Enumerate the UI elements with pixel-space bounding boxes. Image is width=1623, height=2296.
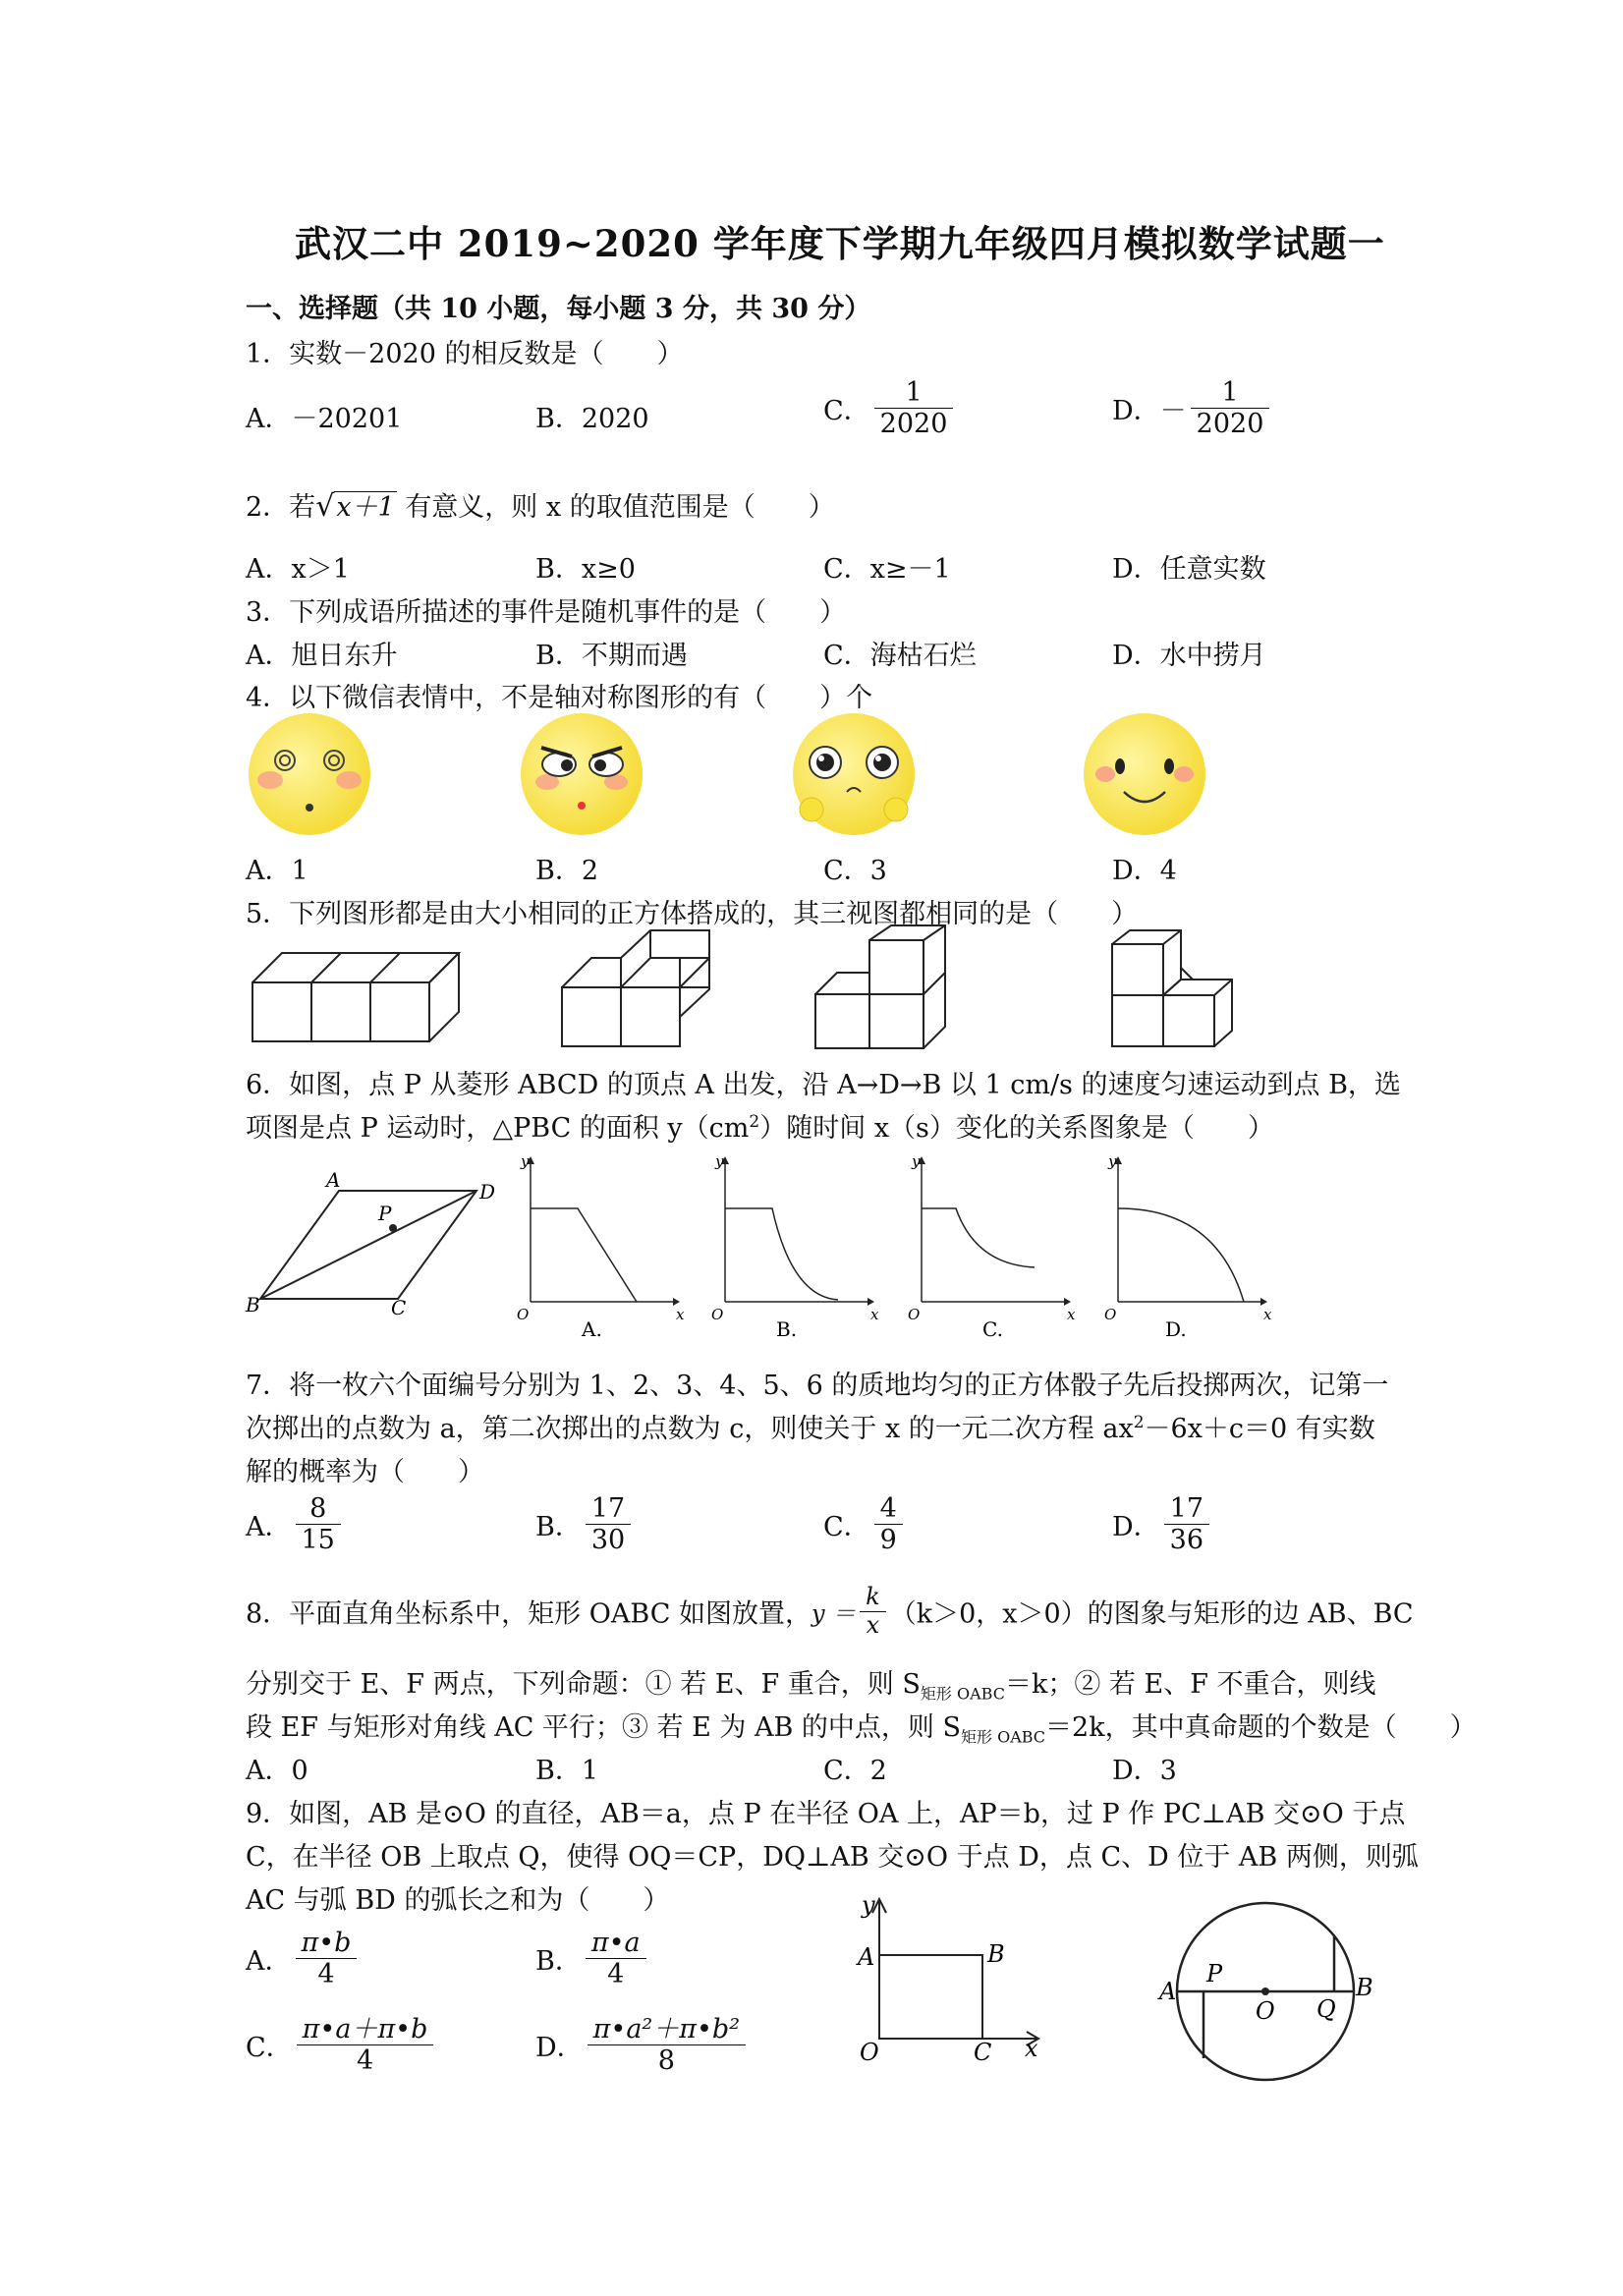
question-7-line-3: 解的概率为（ ） [246, 1457, 484, 1487]
emoji-squint-icon [518, 713, 645, 836]
graph-option-c [902, 1152, 1076, 1341]
rhombus-figure [246, 1168, 501, 1319]
q1-option-d: D．－ $\frac{1}{2020}$ [1112, 377, 1273, 439]
svg-text:x: x [1067, 1306, 1076, 1323]
label-b: B [246, 1293, 260, 1316]
svg-text:x: x [676, 1306, 685, 1323]
emoji-starry-eyes-icon [790, 713, 918, 836]
q4-option-a: A．1 [246, 856, 308, 886]
q1-option-b: B．2020 [535, 404, 649, 434]
question-9-line-2: C，在半径 OB 上取点 Q，使得 OQ＝CP，DQ⊥AB 交⊙O 于点 D，点 C、D 位于 AB 两侧，则弧 [246, 1842, 1419, 1873]
q3-option-d: D．水中捞月 [1112, 641, 1266, 671]
q4-option-c: C．3 [823, 856, 887, 886]
q7-option-a: A． $\frac{8}{15}$ [246, 1493, 345, 1555]
q9-option-c: C． $\frac{\pi•a+\pi•b}{4}$ [246, 2014, 437, 2076]
q2-option-a: A．x＞1 [246, 554, 350, 585]
q7-option-b: B． $\frac{17}{30}$ [535, 1493, 635, 1555]
svg-text:Q: Q [1316, 1995, 1336, 2023]
q2-option-d: D．任意实数 [1112, 554, 1266, 585]
svg-text:A: A [858, 1943, 875, 1971]
graph-option-d [1098, 1152, 1272, 1341]
question-6-line-2: 项图是点 P 运动时，△PBC 的面积 $y(cm^2)$随时间 x（s）变化的关系图象是（ ） [246, 1112, 1274, 1144]
q8-option-a: A．0 [246, 1756, 308, 1786]
q3-option-c: C．海枯石烂 [823, 641, 977, 671]
circle-figure [1159, 1901, 1395, 2098]
q9-option-a: A． $\frac{\pi•b}{4}$ [246, 1928, 361, 1989]
q9-option-d: D． $\frac{\text{π•a²＋π•b²}}{8}$ [535, 2014, 750, 2076]
page-title: 武汉二中 2019~2020 学年度下学期九年级四月模拟数学试题一 [295, 222, 1385, 265]
svg-text:x: x [870, 1306, 879, 1323]
svg-text:O: O [1104, 1306, 1117, 1323]
q8-option-d: D．3 [1112, 1756, 1177, 1786]
svg-text:y: y [1108, 1152, 1117, 1170]
question-8-line-3: 段 EF 与矩形对角线 AC 平行；③ 若 E 为 AB 的中点，则 $S_{矩形 OABC}=2k$，其中真命题的个数是（ ） [246, 1712, 1477, 1747]
q3-option-b: B．不期而遇 [535, 641, 688, 671]
graph-option-a [511, 1152, 685, 1341]
graph-caption: A. [582, 1317, 602, 1341]
svg-text:B: B [987, 1940, 1005, 1968]
question-7-line-2: 次掷出的点数为 a，第二次掷出的点数为 c，则使关于 x 的一元二次方程 $ax^2-6x+c=0$ 有实数 [246, 1413, 1375, 1444]
question-9-line-3: AC 与弧 BD 的弧长之和为（ ） [246, 1885, 670, 1916]
q1-option-c: C． $\frac{1}{2020}$ [823, 377, 957, 439]
question-2-stem: 2．若√x＋1 有意义，则 x 的取值范围是（ ） [246, 489, 835, 524]
label-p: P [378, 1202, 392, 1225]
question-4-stem: 4．以下微信表情中，不是轴对称图形的有（ ）个 [246, 683, 873, 713]
graph-option-b [705, 1152, 879, 1341]
q4-option-d: D．4 [1112, 856, 1177, 886]
svg-text:O: O [517, 1306, 530, 1323]
emoji-dizzy-icon [246, 713, 373, 836]
svg-text:C: C [974, 2039, 992, 2066]
label-c: C [391, 1296, 407, 1319]
label-d: D [479, 1180, 496, 1204]
label-a: A [326, 1168, 341, 1192]
emoji-smile-icon [1081, 713, 1208, 836]
svg-text:O: O [711, 1306, 724, 1323]
q7-option-d: D． $\frac{17}{36}$ [1112, 1493, 1213, 1555]
q2-option-b: B．x≥0 [535, 554, 636, 585]
svg-text:O: O [860, 2039, 879, 2066]
cube-figure-b [560, 928, 756, 1051]
q8-option-b: B．1 [535, 1756, 599, 1786]
q9-option-b: B． $\frac{\pi•a}{4}$ [535, 1928, 650, 1989]
q7-option-c: C． $\frac{4}{9}$ [823, 1493, 907, 1555]
rectangle-oabc-figure [850, 1891, 1046, 2068]
svg-text:O: O [908, 1306, 921, 1323]
svg-text:y: y [862, 1891, 875, 1919]
q8-option-c: C．2 [823, 1756, 887, 1786]
question-5-stem: 5．下列图形都是由大小相同的正方体搭成的，其三视图都相同的是（ ） [246, 899, 1139, 929]
svg-text:B: B [1356, 1974, 1373, 2001]
graph-caption: B. [776, 1317, 798, 1341]
question-9-line-1: 9．如图，AB 是⊙O 的直径，AB＝a，点 P 在半径 OA 上，AP＝b，过 P 作 PC⊥AB 交⊙O 于点 [246, 1799, 1406, 1829]
question-1-stem: 1．实数－2020 的相反数是（ ） [246, 339, 684, 369]
graph-caption: D. [1165, 1317, 1187, 1341]
svg-text:x: x [1263, 1306, 1272, 1323]
q2-option-c: C．x≥－1 [823, 554, 951, 585]
svg-text:O: O [1256, 1997, 1275, 2025]
svg-text:x: x [1025, 2035, 1038, 2062]
cube-figure-a [251, 938, 476, 1046]
cube-figure-d [1110, 928, 1238, 1056]
q4-option-b: B．2 [535, 856, 599, 886]
graph-caption: C. [982, 1317, 1003, 1341]
svg-text:A: A [1159, 1978, 1177, 2005]
svg-text:y: y [715, 1152, 724, 1170]
svg-text:y: y [912, 1152, 921, 1170]
question-6-line-1: 6．如图，点 P 从菱形 ABCD 的顶点 A 出发，沿 A→D→B 以 1 cm/s 的速度匀速运动到点 B，选 [246, 1070, 1401, 1100]
q3-option-a: A．旭日东升 [246, 641, 398, 671]
question-8-line-1: 8．平面直角坐标系中，矩形 OABC 如图放置，y ＝ $\frac{k}{x}$ （k＞0，x＞0）的图象与矩形的边 AB、BC [246, 1583, 1414, 1639]
question-8-line-2: 分别交于 E、F 两点，下列命题：① 若 E、F 重合，则 $S_{矩形 OABC}=k$；② 若 E、F 不重合，则线 [246, 1669, 1376, 1704]
cube-figure-c [813, 924, 971, 1056]
svg-text:y: y [521, 1152, 530, 1170]
section-heading: 一、选择题（共 10 小题，每小题 3 分，共 30 分） [246, 294, 871, 324]
q1-option-a: A．－20201 [246, 404, 403, 434]
question-3-stem: 3．下列成语所描述的事件是随机事件的是（ ） [246, 597, 847, 628]
question-7-line-1: 7．将一枚六个面编号分别为 1、2、3、4、5、6 的质地均匀的正方体骰子先后投掷两次，记第一 [246, 1371, 1389, 1401]
svg-text:P: P [1206, 1960, 1223, 1988]
